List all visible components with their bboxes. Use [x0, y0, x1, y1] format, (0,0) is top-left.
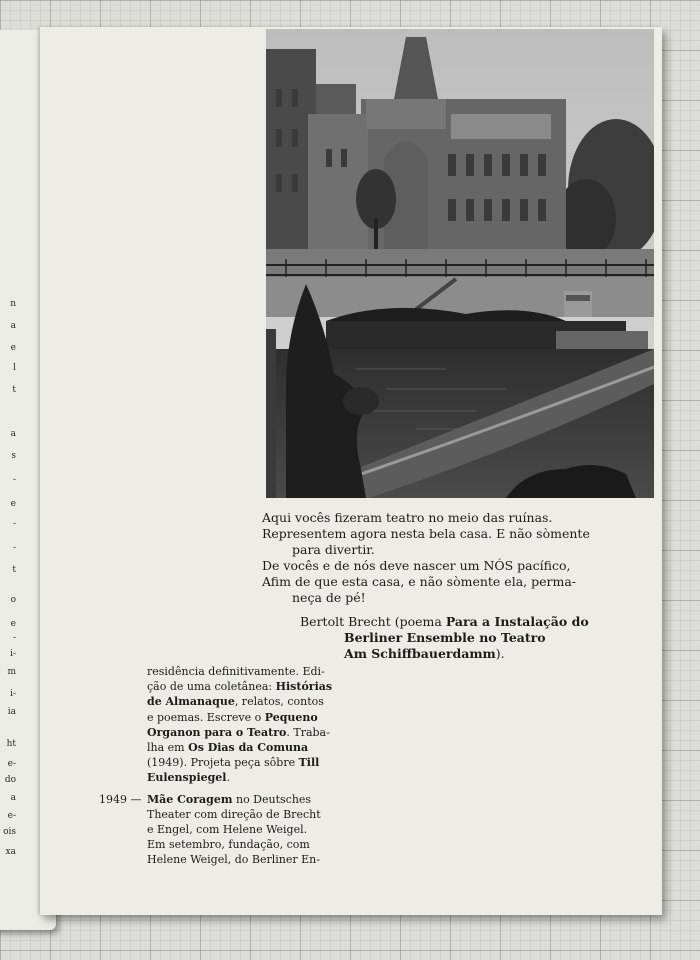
left-page-text-fragment: m	[7, 667, 16, 677]
chronology-text: ção de uma coletânea:	[147, 680, 276, 694]
chronology-line	[147, 664, 337, 679]
berliner-ensemble-building-photo	[266, 29, 654, 498]
left-page-text-fragment: ht	[6, 739, 16, 749]
poem-line: Aqui vocês fizeram teatro no meio das ruínas.	[262, 510, 553, 525]
credit-poem-title-2: Berliner Ensemble no Teatro	[344, 630, 546, 645]
chronology-text: (1949). Projeta peça sôbre	[147, 756, 299, 770]
left-page-text-fragment: e	[10, 619, 16, 629]
work-title: Pequeno	[264, 710, 318, 724]
credit-line-3	[300, 646, 620, 662]
left-page-text-fragment: e	[10, 343, 16, 353]
chronology-line	[99, 792, 337, 807]
book-page	[40, 27, 662, 915]
left-page-text-fragment: xa	[5, 847, 16, 857]
left-page-text-fragment: t	[12, 385, 16, 395]
credit-line-1	[300, 614, 620, 630]
poem-line: De vocês e de nós deve nascer um NÓS pacífico,	[262, 558, 571, 573]
left-page-text-fragment: a	[10, 321, 16, 331]
chronology-line	[147, 837, 337, 852]
poem-line: para divertir.	[292, 542, 375, 557]
credit-poem-title-1: Para a Instalação do	[445, 614, 589, 629]
chronology-line	[147, 710, 337, 725]
chronology-column	[99, 664, 337, 868]
chronology-line	[147, 725, 337, 740]
chronology-line	[147, 822, 337, 837]
credit-closing: ).	[495, 646, 505, 661]
work-title: Eulenspiegel	[147, 771, 227, 785]
work-title: Organon para o Teatro	[147, 725, 287, 739]
chronology-text: lha em	[147, 741, 189, 755]
credit-poem-title-3: Am Schiffbauerdamm	[344, 646, 496, 661]
work-title: Os Dias da Comuna	[188, 741, 309, 755]
work-title: Histórias	[275, 680, 333, 694]
chronology-text: Helene Weigel, do Berliner En-	[147, 853, 320, 867]
chronology-line	[147, 694, 337, 709]
work-title: Till	[298, 756, 320, 770]
credit-poema-prefix: (poema	[394, 614, 446, 629]
chronology-text: . Traba-	[286, 725, 330, 739]
left-page-text-fragment: a	[10, 793, 16, 803]
left-page-text-fragment: -	[12, 633, 16, 643]
chronology-line	[147, 740, 337, 755]
chronology-year: 1949 —	[99, 792, 142, 806]
left-page-text-fragment: ia	[7, 707, 16, 717]
work-title: de Almanaque	[147, 695, 235, 709]
work-title: Mãe Coragem	[147, 792, 233, 806]
chronology-line	[147, 755, 337, 770]
left-page-text-fragment: e-	[7, 759, 16, 769]
left-page-text-fragment: -	[12, 475, 16, 485]
poem-line: Representem agora nesta bela casa. E não sòmente	[262, 526, 590, 541]
left-page-text-fragment: -	[12, 519, 16, 529]
chronology-text: Theater com direção de Brecht	[147, 807, 321, 821]
left-page-text-fragment: do	[4, 775, 16, 785]
chronology-line	[147, 852, 337, 867]
chronology-text: e poemas. Escreve o	[147, 710, 265, 724]
chronology-text: e Engel, com Helene Weigel.	[147, 823, 308, 837]
chronology-text: , relatos, contos	[234, 695, 324, 709]
credit-author: Bertolt Brecht	[300, 614, 391, 629]
poem-line: Afim de que esta casa, e não sòmente ela, perma-	[262, 574, 577, 589]
left-page-text-fragment: s	[11, 451, 16, 461]
left-page-text-fragment: -	[12, 543, 16, 553]
chronology-line	[147, 770, 337, 785]
poem-credit	[300, 614, 620, 662]
chronology-text: no Deutsches	[232, 792, 312, 806]
left-page-text-fragment: e-	[7, 811, 16, 821]
left-page-text-fragment: a	[10, 429, 16, 439]
chronology-text: residência definitivamente. Edi-	[147, 665, 325, 678]
left-page-text-fragment: i-	[10, 649, 16, 659]
theater-photograph	[266, 29, 654, 498]
left-page-text-fragment: o	[10, 595, 16, 605]
left-page-text-fragment: t	[12, 565, 16, 575]
chronology-line	[147, 679, 337, 694]
poem	[262, 510, 614, 606]
left-page-text-fragment: e	[10, 499, 16, 509]
left-page-text-fragment: l	[13, 363, 16, 373]
chronology-text: Em setembro, fundação, com	[147, 838, 310, 852]
left-page-text-fragment: ois	[3, 827, 16, 837]
poem-line: neça de pé!	[292, 590, 366, 605]
chronology-text: .	[226, 771, 230, 785]
left-page-text-fragment: n	[10, 299, 16, 309]
chronology-line	[147, 807, 337, 822]
credit-line-2	[300, 630, 620, 646]
left-page-text-fragment: i-	[10, 689, 16, 699]
